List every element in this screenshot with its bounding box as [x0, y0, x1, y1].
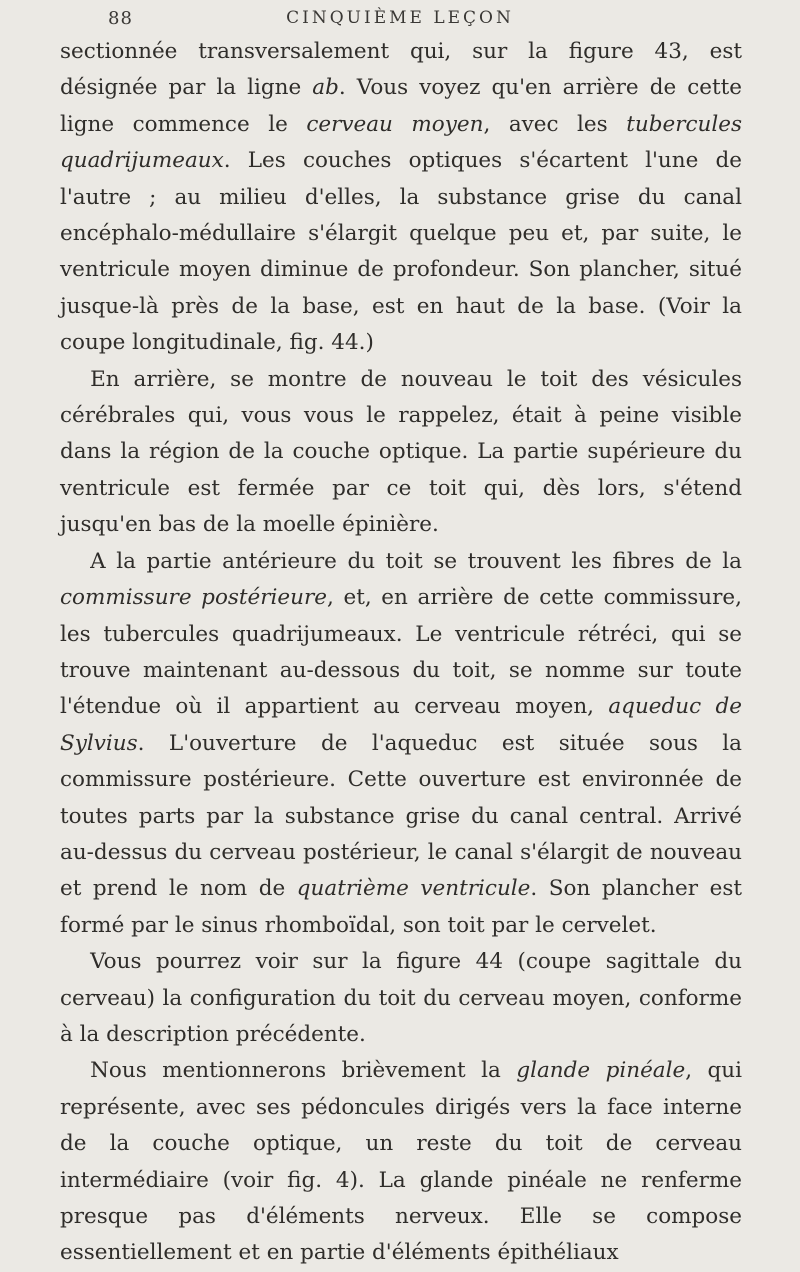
italic-term: ab — [312, 75, 339, 101]
italic-term: glande pinéale — [516, 1058, 686, 1084]
text-run: . Les couches optiques s'écartent l'une de l'autre ; au milieu d'elles, la substance grise du canal encéphalo-médullaire s'élargit quelque peu et, par suite, le ventricule moyen diminue de profondeur. Son plancher, situé jusque-là près de la base, est en haut de la base. (Voir la coupe longitudinale, fig. 44.) — [60, 148, 742, 356]
text-run: , qui représente, avec ses pédoncules dirigés vers la face interne de la couche optique, un reste du toit de cerveau intermédiaire (voir fig. 4). La glande pinéale ne renferme presque pas d'éléments nerveux. Elle se compose essentiellement et en partie d'éléments épithéliaux — [60, 1058, 743, 1266]
italic-term: tubercules quadrijumeaux — [60, 111, 742, 174]
italic-term: aqueduc de Sylvius — [60, 694, 743, 756]
text-run: . L'ouverture de l'aqueduc est située sous la commissure postérieure. Cette ouverture est environnée de toutes parts par la substance grise du canal central. Arrivé au-dessus du cerveau postérieur, le canal s'élargit de nouveau et prend le nom de — [60, 730, 742, 902]
text-run: , et, en arrière de cette commissure, les tubercules quadrijumeaux. Le ventricule rétréci, qui se trouve maintenant au-dessous du toit, se nomme sur toute l'étendue où il appartient au cerveau moyen, — [60, 585, 742, 720]
text-run: Vous pourrez voir sur la figure 44 (coupe sagittale du cerveau) la configuration du toit du cerveau moyen, conforme à la description précédente. — [60, 949, 742, 1047]
text-run: . Vous voyez qu'en arrière de cette ligne commence le — [60, 75, 742, 137]
paragraph — [60, 1053, 742, 1271]
text-run: A la partie antérieure du toit se trouvent les fibres de la — [90, 548, 742, 574]
text-run: En arrière, se montre de nouveau le toit des vésicules cérébrales qui, vous vous le rappelez, était à peine visible dans la région de la couche optique. La partie supérieure du ventricule est fermée par ce toit qui, dès lors, s'étend jusqu'en bas de la moelle épinière. — [60, 366, 742, 538]
page-header — [48, 0, 752, 34]
text-run: Nous mentionnerons brièvement la — [90, 1058, 517, 1084]
running-title: CINQUIÈME LEÇON — [286, 8, 514, 28]
text-run: . Son plancher est formé par le sinus rhomboïdal, son toit par le cervelet. — [60, 876, 742, 938]
paragraph — [60, 944, 742, 1053]
body-text — [48, 34, 752, 1272]
text-run: sectionnée transversalement qui, sur la figure 43, est désignée par la ligne — [60, 39, 742, 101]
italic-term: cerveau moyen — [306, 111, 484, 137]
italic-term: commissure postérieure — [60, 585, 328, 611]
italic-term: quatrième ventricule — [296, 876, 531, 902]
paragraph — [60, 544, 742, 944]
paragraph — [60, 362, 742, 544]
paragraph — [60, 34, 742, 362]
text-run: , avec les — [483, 111, 627, 137]
page-number: 88 — [108, 8, 133, 29]
